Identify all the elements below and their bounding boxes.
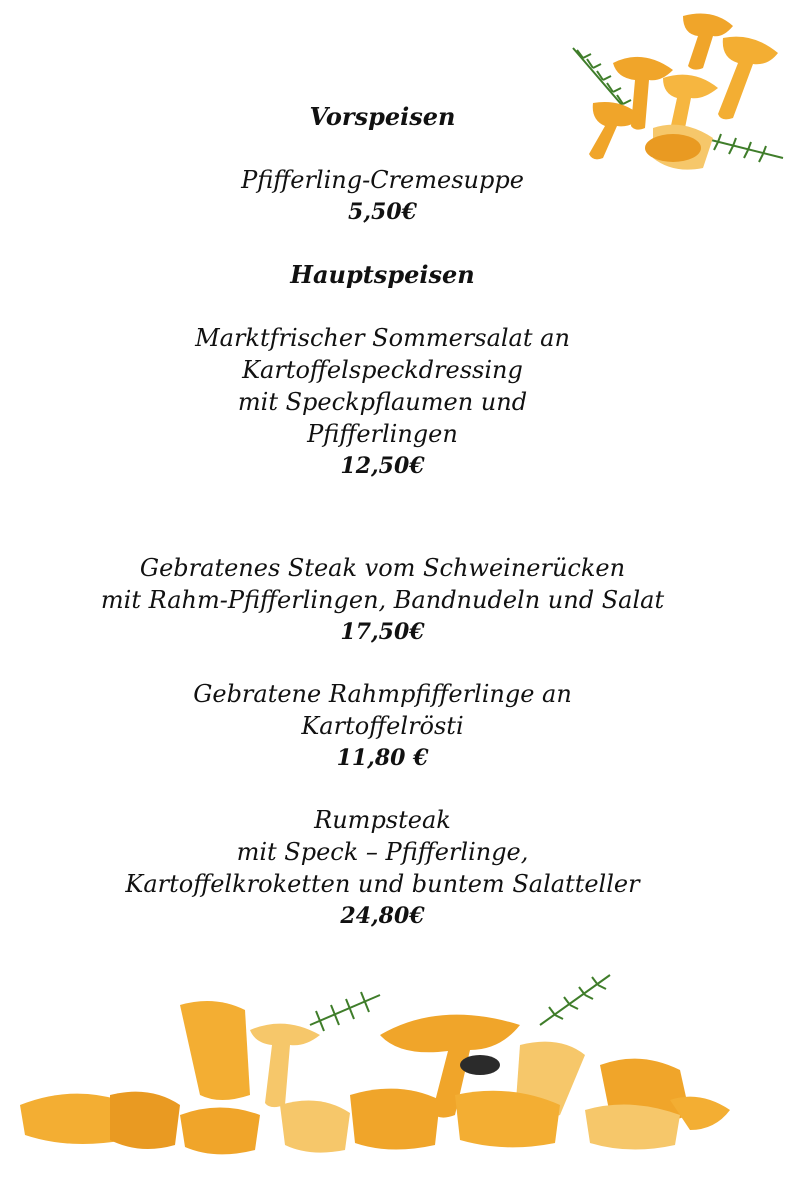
menu-item <box>0 678 765 774</box>
menu-item <box>0 804 765 932</box>
dish-name: mit Speckpflaumen und <box>237 388 528 416</box>
dish-price: 12,50€ <box>340 453 425 479</box>
dish-name: Rumpsteak <box>314 806 451 834</box>
spacer <box>0 512 765 552</box>
menu-item <box>0 552 765 648</box>
menu-item <box>0 164 765 228</box>
dish-name: Gebratenes Steak vom Schweinerücken <box>139 554 626 582</box>
dish-name: Kartoffelspeckdressing <box>242 356 523 384</box>
dish-name: Kartoffelkroketten und buntem Salatteller <box>125 870 640 898</box>
dish-price: 17,50€ <box>340 619 425 645</box>
dish-name: mit Speck – Pfifferlinge, <box>236 838 529 866</box>
chanterelle-image-bottom <box>0 965 795 1165</box>
dish-name: Kartoffelrösti <box>301 712 464 740</box>
mains-heading: Hauptspeisen <box>290 260 475 289</box>
dish-name: Pfifferlingen <box>307 420 458 448</box>
dish-price: 5,50€ <box>348 199 417 225</box>
dish-name: mit Rahm-Pfifferlingen, Bandnudeln und Salat <box>100 586 665 614</box>
starters-heading: Vorspeisen <box>309 102 456 131</box>
dish-name: Gebratene Rahmpfifferlinge an <box>193 680 572 708</box>
menu-content <box>0 100 765 962</box>
dish-price: 11,80 € <box>336 745 429 771</box>
dish-name: Marktfrischer Sommersalat an <box>195 324 570 352</box>
menu-item <box>0 322 765 482</box>
dish-name: Pfifferling-Cremesuppe <box>241 166 524 194</box>
dish-price: 24,80€ <box>340 903 425 929</box>
